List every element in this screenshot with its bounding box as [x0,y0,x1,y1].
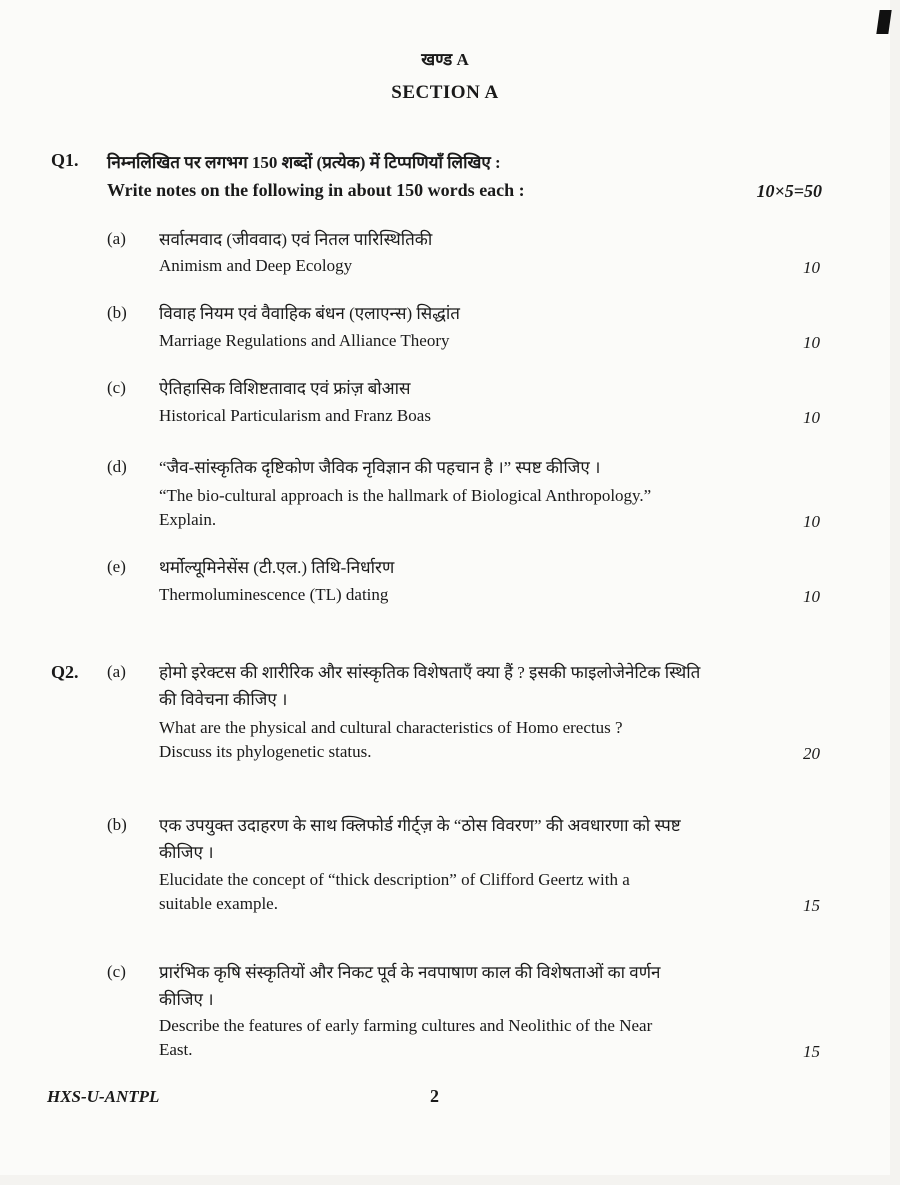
q1-part-e-english: Thermoluminescence (TL) dating [159,585,389,604]
q1-part-d-hindi: “जैव-सांस्कृतिक दृष्टिकोण जैविक नृविज्ञान की पहचान है ।” स्पष्ट कीजिए । [159,458,601,477]
q2-part-a-english-line2: Discuss its phylogenetic status. [159,742,372,761]
q2-part-b-hindi-line2: कीजिए । [159,843,214,862]
q1-instruction-english: Write notes on the following in about 150 words each : [107,180,525,200]
q1-part-e-label: (e) [107,557,126,576]
q2-part-c-hindi-line1: प्रारंभिक कृषि संस्कृतियों और निकट पूर्व के नवपाषाण काल की विशेषताओं का वर्णन [159,963,661,982]
q1-part-b-english: Marriage Regulations and Alliance Theory [159,331,450,350]
q1-part-d-english-line2: Explain. [159,510,217,529]
q1-total-marks: 10×5=50 [756,181,822,201]
q1-part-d-label: (d) [107,457,127,476]
q1-part-c-marks: 10 [803,408,820,427]
q1-part-b-label: (b) [107,303,127,322]
section-title-hindi: खण्ड A [421,50,469,69]
q1-part-d-marks: 10 [803,512,820,531]
section-title-english: SECTION A [391,82,499,103]
q1-part-a-hindi: सर्वात्मवाद (जीववाद) एवं नितल पारिस्थितिकी [159,230,433,249]
q2-part-b-hindi-line1: एक उपयुक्त उदाहरण के साथ क्लिफोर्ड गीर्ट्ज़ के “ठोस विवरण” की अवधारणा को स्पष्ट [159,816,681,835]
question-number-q1: Q1. [51,150,79,170]
q2-part-a-english-line1: What are the physical and cultural characteristics of Homo erectus ? [159,718,623,737]
q2-part-c-label: (c) [107,962,126,981]
q1-part-b-marks: 10 [803,333,820,352]
q2-part-a-hindi-line1: होमो इरेक्टस की शारीरिक और सांस्कृतिक विशेषताएँ क्या हैं ? इसकी फाइलोजेनेटिक स्थिति [159,663,701,682]
q1-part-c-english: Historical Particularism and Franz Boas [159,406,431,425]
q2-part-c-hindi-line2: कीजिए । [159,990,214,1009]
q1-part-a-label: (a) [107,229,126,248]
q2-part-c-english-line2: East. [159,1040,193,1059]
paper-code: HXS-U-ANTPL [47,1087,160,1106]
q2-part-c-marks: 15 [803,1042,820,1061]
q2-part-a-label: (a) [107,662,126,681]
q1-part-a-marks: 10 [803,258,820,277]
question-number-q2: Q2. [51,662,79,682]
q1-part-c-label: (c) [107,378,126,397]
q2-part-a-hindi-line2: की विवेचना कीजिए । [159,690,288,709]
q1-part-a-english: Animism and Deep Ecology [159,256,353,275]
page-number: 2 [430,1086,439,1106]
q1-part-c-hindi: ऐतिहासिक विशिष्टतावाद एवं फ्रांज़ बोआस [159,379,411,398]
q2-part-b-english-line1: Elucidate the concept of “thick description” of Clifford Geertz with a [159,870,630,889]
q1-part-e-hindi: थर्मोल्यूमिनेसेंस (टी.एल.) तिथि-निर्धारण [159,558,395,577]
q1-part-b-hindi: विवाह नियम एवं वैवाहिक बंधन (एलाएन्स) सिद्धांत [159,304,460,323]
q1-part-d-english-line1: “The bio-cultural approach is the hallmark of Biological Anthropology.” [159,486,652,505]
q2-part-b-marks: 15 [803,896,820,915]
q2-part-b-english-line2: suitable example. [159,894,278,913]
q2-part-b-label: (b) [107,815,127,834]
q2-part-a-marks: 20 [803,744,820,763]
q2-part-c-english-line1: Describe the features of early farming cultures and Neolithic of the Near [159,1016,653,1035]
q1-part-e-marks: 10 [803,587,820,606]
q1-instruction-hindi: निम्नलिखित पर लगभग 150 शब्दों (प्रत्येक) में टिप्पणियाँ लिखिए : [107,153,501,172]
corner-mark [876,10,891,34]
